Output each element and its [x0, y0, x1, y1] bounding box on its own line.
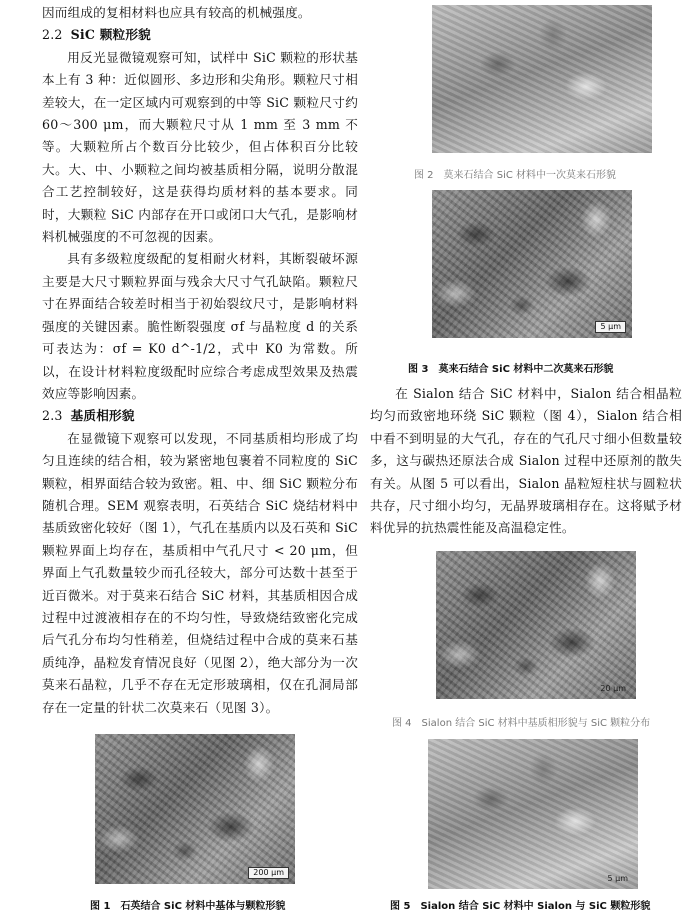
figure-4-caption-text: Sialon 结合 SiC 材料中基质相形貌与 SiC 颗粒分布 — [421, 718, 651, 729]
figure-5-caption — [390, 897, 650, 912]
section-heading-2-2 — [42, 24, 358, 46]
figure-3-label: 图 3 — [408, 364, 429, 375]
paragraph-fracture-sources: 具有多级粒度级配的复相耐火材料，其断裂破坏源主要是大尺寸颗粒界面与残余大尺寸气孔缺陷。颗粒尺寸在界面结合较差时相当于初始裂纹尺寸，是影响材料强度的关键因素。脆性断裂强度 σf 与晶粒度 d 的关系可表达为：σf = K0 d^-1/2，式中 K0 为常数。所以，在设计材料粒度级配时应综合考虑成型效果及热震效应等影响因素。 — [42, 251, 358, 401]
section-title: SiC 颗粒形貌 — [70, 27, 151, 43]
figure-3-micrograph — [432, 190, 632, 338]
figure-5-label: 图 5 — [390, 901, 411, 912]
figure-3-caption-text: 莫来石结合 SiC 材料中二次莫来石形貌 — [438, 364, 614, 375]
figure-2-label: 图 2 — [414, 170, 434, 181]
paragraph-sic-particle-shapes: 用反光显微镜观察可知，试样中 SiC 颗粒的形状基本上有 3 种：近似圆形、多边形和尖角形。颗粒尺寸相差较大，在一定区域内可观察到的中等 SiC 颗粒尺寸约 60～300 μm，而大颗粒尺寸从 1 mm 至 3 mm 不等。大颗粒所占个数百分比较少，但占体积百分比较大。大、中、小颗粒之间均被基质相分隔，说明分散混合工艺控制较好，这是获得均质材料的基本要求。同时，大颗粒 SiC 内部存在开口或闭口大气孔，是影响材料机械强度的不可忽视的因素。 — [42, 49, 358, 245]
figure-3-caption — [408, 360, 613, 375]
figure-5-micrograph — [428, 739, 638, 889]
figure-1-label: 图 1 — [90, 901, 111, 912]
section-number: 2.2 — [42, 27, 63, 43]
paragraph-sialon-bonded: 在 Sialon 结合 SiC 材料中，Sialon 结合相晶粒均匀而致密地环绕 SiC 颗粒（图 4），Sialon 结合相中看不到明显的大气孔，存在的气孔尺寸细小但数量较多，这与碳热还原法合成 Sialon 过程中还原剂的散失有关。从图 5 可以看出，Sialon 晶粒短柱状与圆粒状共存，尺寸细小均匀，无晶界玻璃相存在。这将赋予材料优异的抗热震性能及高温稳定性。 — [370, 386, 682, 536]
figure-2-caption — [414, 166, 616, 181]
figure-5-scale-bar: 5 μm — [607, 874, 628, 883]
figure-1-micrograph — [95, 734, 295, 884]
figure-4-scale-bar: 20 μm — [600, 684, 626, 693]
section-title: 基质相形貌 — [70, 408, 135, 424]
section-heading-2-3 — [42, 405, 358, 427]
figure-1-caption — [90, 897, 285, 912]
figure-4-caption — [392, 714, 650, 729]
figure-5-caption-text: Sialon 结合 SiC 材料中 Sialon 与 SiC 颗粒形貌 — [420, 901, 651, 912]
figure-3-scale-bar: 5 μm — [595, 321, 626, 333]
figure-2-caption-text: 莫来石结合 SiC 材料中一次莫来石形貌 — [443, 170, 617, 181]
figure-4-label: 图 4 — [392, 718, 412, 729]
figure-4-micrograph — [436, 551, 636, 699]
section-number: 2.3 — [42, 408, 63, 424]
right-text-column — [370, 383, 682, 540]
paragraph-intro-continuation: 因而组成的复相材料也应具有较高的机械强度。 — [42, 5, 311, 20]
figure-2-micrograph — [432, 5, 652, 153]
figure-1-scale-bar: 200 μm — [248, 867, 289, 879]
paragraph-matrix-morphology: 在显微镜下观察可以发现，不同基质相均形成了均匀且连续的结合相，较为紧密地包裹着不同粒度的 SiC 颗粒，相界面结合较为致密。粗、中、细 SiC 颗粒分布随机合理。SEM 观察表明，石英结合 SiC 烧结材料中基质致密化较好（图 1），气孔在基质内以及石英和 SiC 颗粒界面上均存在，基质相中气孔尺寸 < 20 μm，但界面上气孔数量较少而孔径较大，部分可达数十甚至于近百微米。对于莫来石结合 SiC 材料，其基质相因合成过程中过渡液相存在的不均匀性，导致烧结致密化完成后气孔分布均匀性稍差，但烧结过程中合成的莫来石基质纯净，晶粒发育情况良好（见图 2），绝大部分为一次莫来石晶粒，几乎不存在无定形玻璃相，仅在孔洞局部存在一定量的针状二次莫来石（见图 3）。 — [42, 430, 358, 715]
figure-1-caption-text: 石英结合 SiC 材料中基体与颗粒形貌 — [120, 901, 286, 912]
left-text-column — [42, 2, 358, 719]
